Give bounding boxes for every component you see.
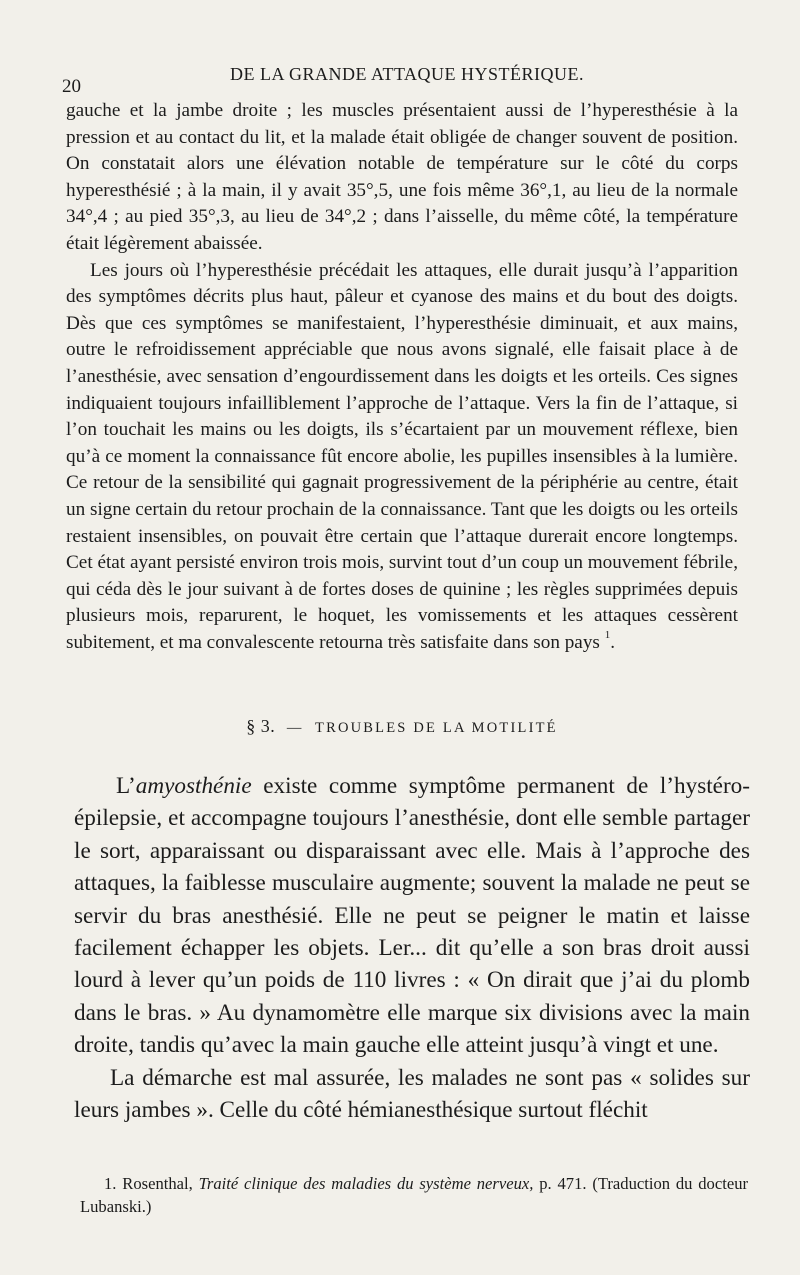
section-dash: — — [286, 720, 304, 736]
footnote-marker: 1 — [604, 628, 611, 641]
footnote — [80, 1172, 748, 1218]
page-number: 20 — [62, 76, 81, 97]
footnote-number: 1. — [104, 1174, 117, 1193]
footnote-author: Rosenthal, — [122, 1174, 193, 1193]
paragraph-text: Les jours où l’hyperesthésie précédait les attaques, elle durait jusqu’à l’apparition des symptômes décrits plus haut, pâleur et cyanose des mains et du bout des doigts. Dès que ces symptômes se manifestaient, l’hyperesthésie diminuait, et aux mains, outre le refroidissement appréciable que nous avons signalé, elle faisait place à de l’anesthésie, avec sensation d’engourdissement dans les doigts et les orteils. Ces signes indiquaient toujours infailliblement l’approche de l’attaque. Vers la fin de l’attaque, si l’on touchait les mains ou les doigts, ils s’écartaient par un mouvement réflexe, bien qu’à ce moment la connaissance fût encore abolie, les pupilles insensibles à la lumière. Ce retour de la sensibilité qui gagnait progressivement de la périphérie au centre, était un signe certain du retour prochain de la connaissance. Tant que les doigts ou les orteils restaient insensibles, on pouvait être certain que l’attaque durerait encore longtemps. Cet état ayant persisté environ trois mois, survint tout d’un coup un mouvement fébrile, qui céda dès le jour suivant à de fortes doses de quinine ; les règles supprimées depuis plusieurs mois, reparurent, le hoquet, les vomissements et les attaques cessèrent subitement, et ma convalescente retourna très satisfaite dans son pays — [66, 259, 738, 653]
paragraph — [74, 770, 750, 1062]
paragraph-lead: L’ — [116, 773, 136, 799]
case-report-text — [66, 98, 738, 656]
paragraph: gauche et la jambe droite ; les muscles présentaient aussi de l’hyperesthésie à la pression et au contact du lit, et la malade était obligée de changer souvent de position. On constatait alors une élévation notable de température sur le côté du corps hyperesthésié ; à la main, il y avait 35°,5, une fois même 36°,1, au lieu de la normale 34°,4 ; au pied 35°,3, au lieu de 34°,2 ; dans l’aisselle, du même côté, la température était légèrement abaissée. — [66, 100, 738, 254]
paragraph: La démarche est mal assurée, les malades ne sont pas « solides sur leurs jambes ». Celle du côté hémianesthésique surtout fléchit — [74, 1064, 750, 1124]
running-title: DE LA GRANDE ATTAQUE HYSTÉRIQUE. — [229, 64, 585, 84]
term-amyosthenie: amyosthénie — [135, 773, 252, 799]
footnote-rest: p. 471. (Traduction du docteur Lubanski.) — [80, 1174, 749, 1216]
section-number: § 3. — [246, 716, 276, 736]
footnote-book-title: Traité clinique des maladies du système nerveux, — [198, 1174, 534, 1193]
paragraph: Les jours où l’hyperesthésie précédait les attaques, elle durait jusqu’à l’apparition des symptômes décrits plus haut, pâleur et cyanose des mains et du bout des doigts. Dès que ces symptômes se manifestaient, l’hyperesthésie diminuait, et aux mains, outre le refroidissement appréciable que nous avons signalé, elle faisait place à de l’anesthésie, avec sensation d’engourdissement dans les doigts et les orteils. Ces signes indiquaient toujours infailliblement l’approche de l’attaque. Vers la fin de l’attaque, si l’on touchait les mains ou les doigts, ils s’écartaient par un mouvement réflexe, bien qu’à ce moment la connaissance fût encore abolie, les pupilles insensibles à la lumière. Ce retour de la sensibilité qui gagnait progressivement de la périphérie au centre, était un signe certain du retour prochain de la connaissance. Tant que les doigts ou les orteils restaient insensibles, on pouvait être certain que l’attaque durerait encore longtemps. Cet état ayant persisté environ trois mois, survint tout d’un coup un mouvement fébrile, qui céda dès le jour suivant à de fortes doses de quinine ; les règles supprimées depuis plusieurs mois, reparurent, le hoquet, les vomissements et les attaques cessèrent subitement, et ma convalescente retourna très satisfaite dans son pays $^1$. — [66, 259, 738, 653]
paragraph-text: existe comme symptôme permanent de l’hystéro-épilepsie, et accompagne toujours l’anesthésie, dont elle semble partager le sort, apparaissant ou disparaissant avec elle. Mais à l’approche des attaques, la faiblesse musculaire augmente; souvent la malade ne peut se servir du bras anesthésié. Elle ne peut se peigner le matin et laisse facilement échapper les objets. Ler... dit qu’elle a son bras droit aussi lourd à lever qu’un poids de 110 livres : « On dirait que j’ai du plomb dans le bras. » Au dynamomètre elle marque six divisions avec la main droite, tandis qu’avec la main gauche elle atteint jusqu’à vingt et une. — [74, 773, 750, 1059]
main-text — [74, 770, 750, 1126]
section-title: TROUBLES DE LA MOTILITÉ — [315, 720, 558, 736]
section-heading — [66, 716, 738, 737]
page-header — [62, 62, 752, 97]
